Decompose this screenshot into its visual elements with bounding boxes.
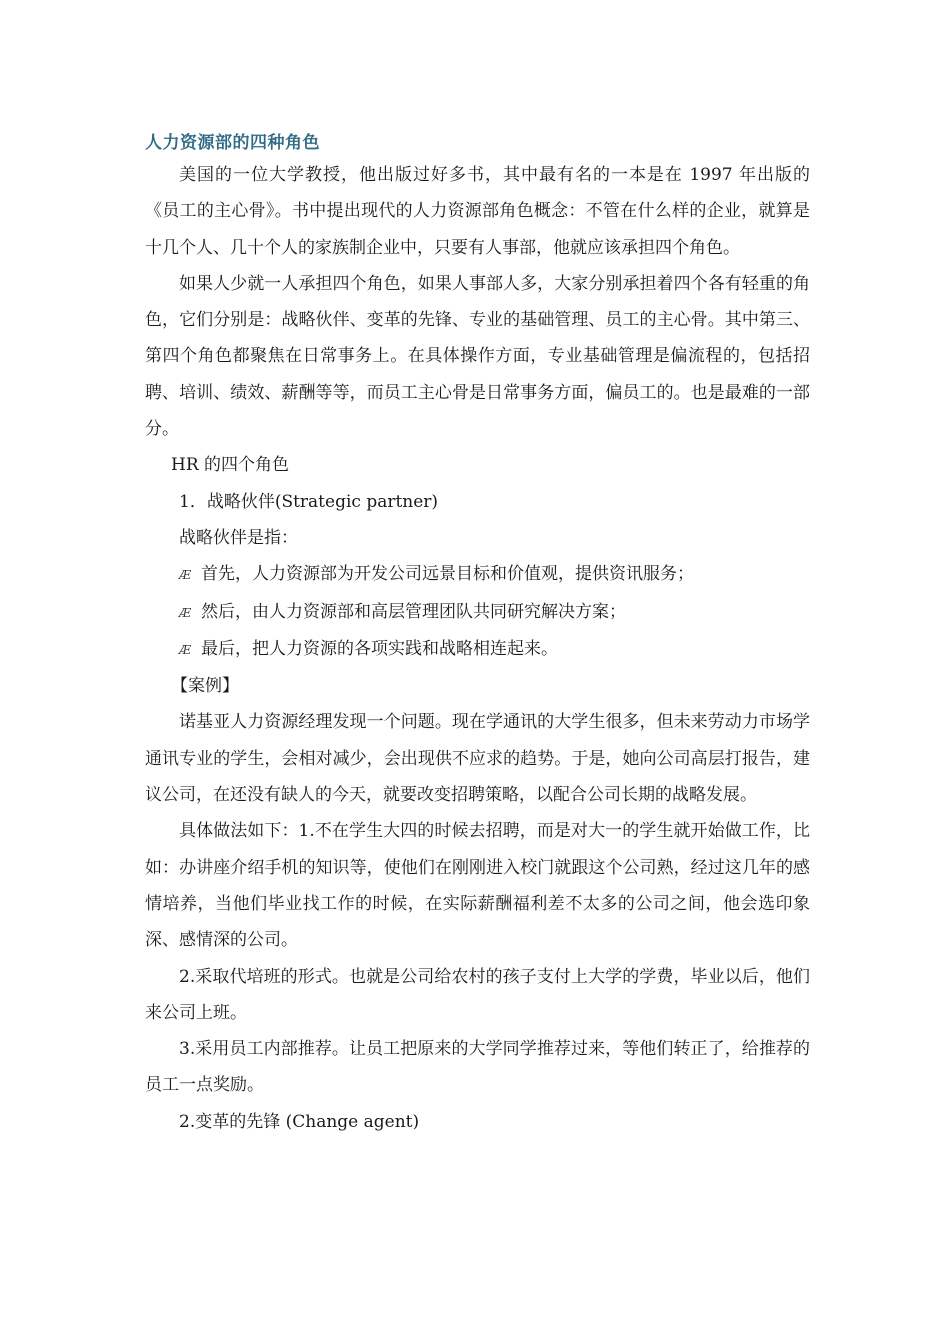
bullet-icon: Æ — [179, 605, 192, 620]
bullet-item — [145, 594, 810, 631]
section-heading-hr-roles: HR 的四个角色 — [171, 455, 290, 476]
bullet-item — [145, 631, 810, 668]
case-heading: 【案例】 — [171, 676, 239, 697]
paragraph-case-method-2: 2.采取代培班的形式。也就是公司给农村的孩子支付上大学的学费，毕业以后，他们来公司上班。 — [145, 966, 810, 1023]
bullet-text: 然后，由人力资源部和高层管理团队共同研究解决方案； — [201, 601, 626, 622]
paragraph-roles-overview: 如果人少就一人承担四个角色，如果人事部人多，大家分别承担着四个各有轻重的角色，它们分别是：战略伙伴、变革的先锋、专业的基础管理、员工的主心骨。其中第三、第四个角色都聚焦在日常事务上。在具体操作方面，专业基础管理是偏流程的，包括招聘、培训、绩效、薪酬等等，而员工主心骨是日常事务方面，偏员工的。也是最难的一部分。 — [145, 273, 810, 440]
paragraph-case-method-3: 3.采用员工内部推荐。让员工把原来的大学同学推荐过来，等他们转正了，给推荐的员工一点奖励。 — [145, 1039, 810, 1096]
bullet-text: 首先，人力资源部为开发公司远景目标和价值观，提供资讯服务； — [201, 564, 694, 585]
document-title: 人力资源部的四种角色 — [145, 133, 320, 153]
bullet-item — [145, 556, 810, 593]
bullet-text: 最后，把人力资源的各项实践和战略相连起来。 — [201, 638, 558, 659]
paragraph-case-method-1: 具体做法如下：1.不在学生大四的时候去招聘，而是对大一的学生就开始做工作，比如：办讲座介绍手机的知识等，使他们在刚刚进入校门就跟这个公司熟，经过这几年的感情培养，当他们毕业找工作的时候，在实际薪酬福利差不太多的公司之间，他会选印象深、感情深的公司。 — [145, 821, 810, 951]
paragraph-intro: 美国的一位大学教授，他出版过好多书，其中最有名的一本是在 1997 年出版的《员工的主心骨》。书中提出现代的人力资源部角色概念：不管在什么样的企业，就算是十几个人、几十个人的家族制企业中，只要有人事部，他就应该承担四个角色。 — [145, 165, 810, 258]
role-heading-strategic-partner: 1．战略伙伴(Strategic partner) — [179, 491, 439, 512]
paragraph-case-problem: 诺基亚人力资源经理发现一个问题。现在学通讯的大学生很多，但未来劳动力市场学通讯专业的学生，会相对减少，会出现供不应求的趋势。于是，她向公司高层打报告，建议公司，在还没有缺人的今天，就要改变招聘策略，以配合公司长期的战略发展。 — [145, 712, 810, 806]
role-heading-change-agent: 2.变革的先锋 (Change agent) — [179, 1111, 420, 1132]
document-body — [145, 157, 810, 1140]
bullet-icon: Æ — [179, 642, 192, 657]
bullet-icon: Æ — [179, 568, 192, 583]
role-intro-strategic-partner: 战略伙伴是指： — [179, 527, 298, 548]
